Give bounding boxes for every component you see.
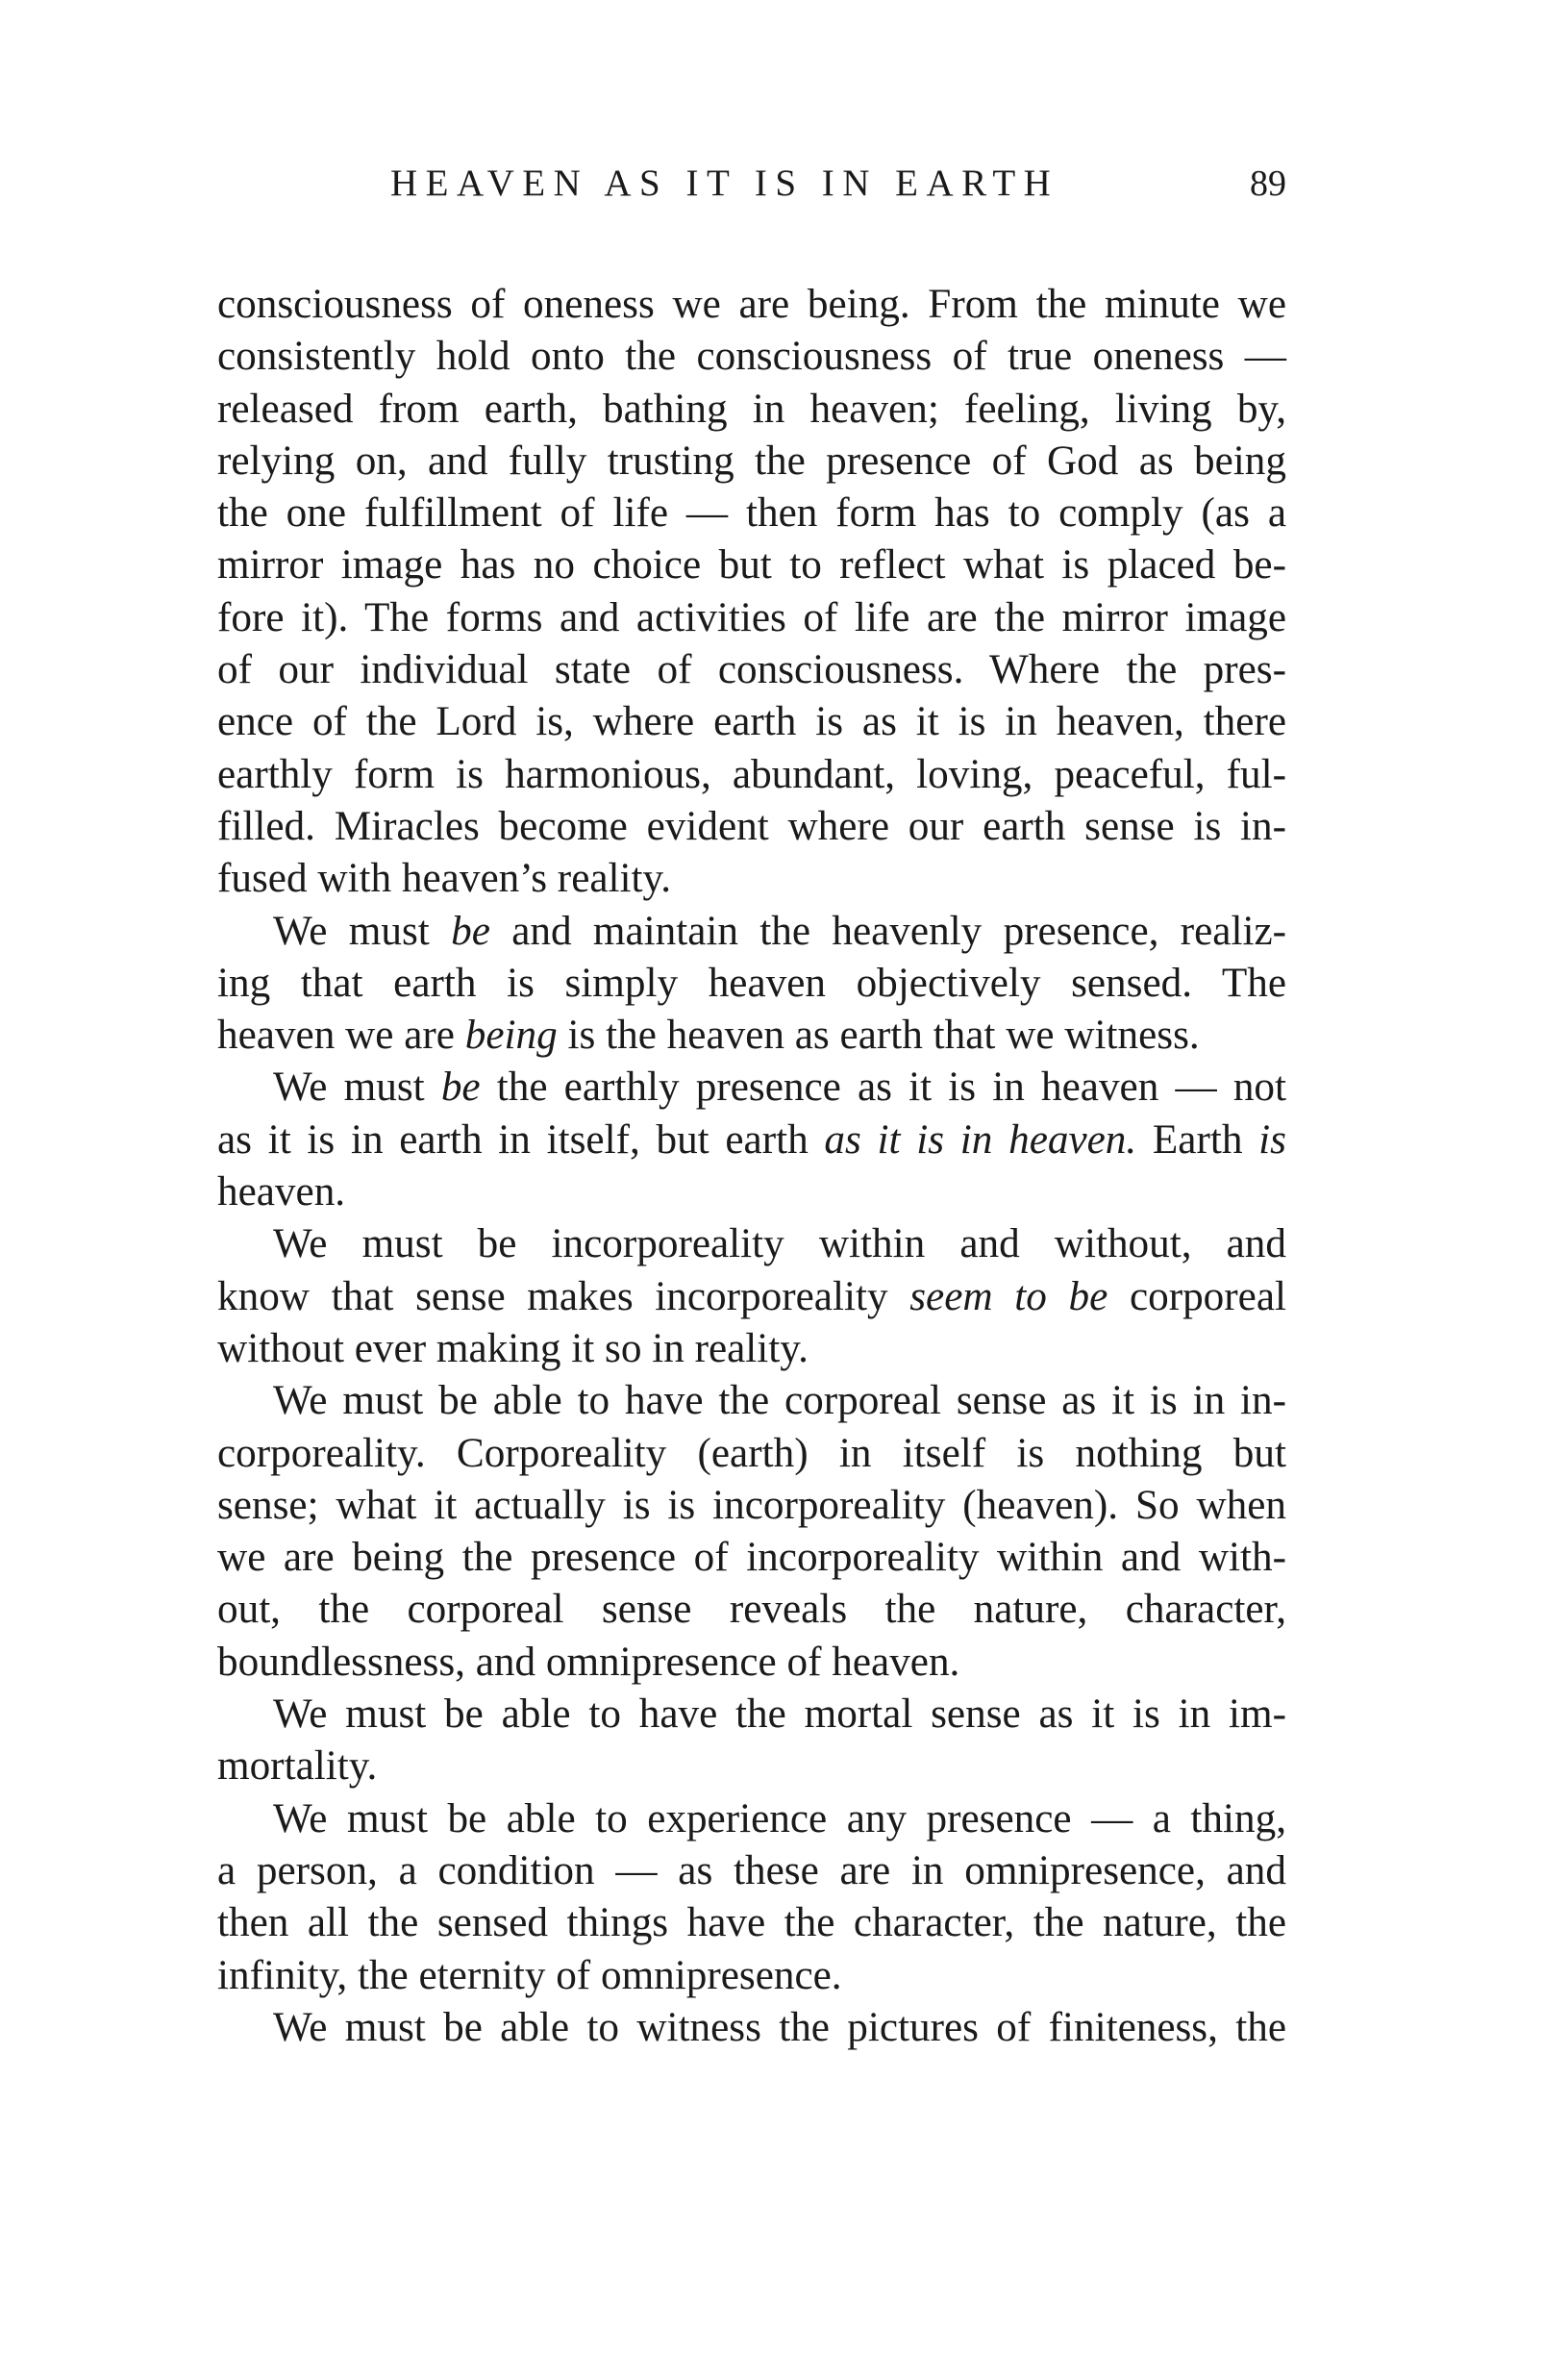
text-line bbox=[217, 1637, 1286, 1689]
line-text: fore it). The forms and activities of life are the mirror image bbox=[217, 594, 1286, 640]
text-line bbox=[217, 958, 1286, 1010]
page-number: 89 bbox=[1250, 163, 1286, 204]
line-text: is the heaven as earth that we witness. bbox=[557, 1013, 1200, 1059]
line-text: of our individual state of consciousness. Where the pres- bbox=[217, 647, 1286, 693]
italic-text: seem to be bbox=[909, 1273, 1108, 1319]
text-line bbox=[217, 1428, 1286, 1480]
line-text: the earthly presence as it is in heaven — not bbox=[480, 1065, 1287, 1111]
line-text: corporeality. Corporeality (earth) in itself is nothing but bbox=[217, 1430, 1286, 1476]
text-line bbox=[217, 1480, 1286, 1532]
text-line bbox=[217, 1375, 1286, 1427]
text-line bbox=[217, 1793, 1286, 1845]
italic-text: being bbox=[464, 1013, 558, 1059]
line-text: the one fulfillment of life — then form has to comply (as a bbox=[217, 490, 1286, 537]
line-text: ence of the Lord is, where earth is as it is in heaven, there bbox=[217, 699, 1286, 745]
text-line bbox=[217, 436, 1286, 488]
line-text: consistently hold onto the consciousness of true oneness — bbox=[217, 334, 1286, 380]
line-text: consciousness of oneness we are being. From the minute we bbox=[217, 282, 1286, 327]
line-text: corporeal bbox=[1107, 1273, 1286, 1319]
line-text: as it is in earth in itself, but earth bbox=[217, 1116, 825, 1163]
line-text: infinity, the eternity of omnipresence. bbox=[217, 1952, 842, 1998]
line-text: then all the sensed things have the character, the nature, the bbox=[217, 1900, 1286, 1946]
text-line bbox=[217, 1010, 1286, 1062]
line-text: sense; what it actually is is incorporeality (heaven). So when bbox=[217, 1482, 1286, 1528]
text-line bbox=[217, 279, 1286, 331]
text-line bbox=[217, 1532, 1286, 1584]
line-text: We must be incorporeality within and without, and bbox=[273, 1221, 1286, 1267]
text-line bbox=[217, 1166, 1286, 1218]
line-text: without ever making it so in reality. bbox=[217, 1325, 809, 1371]
text-line bbox=[217, 1218, 1286, 1270]
text-line bbox=[217, 1115, 1286, 1166]
line-text: ing that earth is simply heaven objectively sensed. The bbox=[217, 960, 1286, 1006]
line-text: We must bbox=[273, 908, 452, 954]
line-text: mortality. bbox=[217, 1743, 378, 1790]
text-line bbox=[217, 384, 1286, 436]
line-text: a person, a condition — as these are in omnipresence, and bbox=[217, 1847, 1286, 1893]
line-text: heaven. bbox=[217, 1169, 346, 1215]
running-head bbox=[217, 160, 1286, 208]
line-text: earthly form is harmonious, abundant, loving, peaceful, ful- bbox=[217, 751, 1286, 797]
text-line bbox=[217, 749, 1286, 801]
text-line bbox=[217, 592, 1286, 644]
text-line bbox=[217, 696, 1286, 748]
line-text: We must be able to have the corporeal sense as it is in in- bbox=[273, 1378, 1286, 1424]
text-line bbox=[217, 1271, 1286, 1323]
line-text: We must bbox=[273, 1065, 441, 1111]
line-text: relying on, and fully trusting the presence of God as being bbox=[217, 438, 1286, 484]
line-text: We must be able to have the mortal sense as it is in im- bbox=[273, 1691, 1286, 1738]
line-text: filled. Miracles become evident where our earth sense is in- bbox=[217, 803, 1286, 849]
line-text: released from earth, bathing in heaven; feeling, living by, bbox=[217, 386, 1286, 432]
italic-text: is bbox=[1258, 1116, 1286, 1163]
text-line bbox=[217, 1062, 1286, 1114]
line-text: out, the corporeal sense reveals the nature, character, bbox=[217, 1587, 1286, 1633]
text-line bbox=[217, 2002, 1286, 2054]
running-head-title: HEAVEN AS IT IS IN EARTH bbox=[390, 163, 1059, 204]
text-line bbox=[217, 1323, 1286, 1375]
line-text: boundlessness, and omnipresence of heaven. bbox=[217, 1639, 960, 1685]
text-line bbox=[217, 1845, 1286, 1897]
line-text: Earth bbox=[1136, 1116, 1259, 1163]
italic-text: be bbox=[440, 1065, 481, 1111]
line-text: fused with heaven’s reality. bbox=[217, 856, 672, 902]
body-text bbox=[217, 279, 1286, 2054]
line-text: heaven we are bbox=[217, 1013, 465, 1059]
italic-text: as it is in heaven. bbox=[824, 1116, 1137, 1163]
line-text: we are being the presence of incorporeality within and with- bbox=[217, 1535, 1286, 1581]
text-line bbox=[217, 488, 1286, 539]
text-line bbox=[217, 1689, 1286, 1741]
text-line bbox=[217, 1741, 1286, 1792]
italic-text: be bbox=[451, 908, 490, 954]
text-line bbox=[217, 1584, 1286, 1636]
text-line bbox=[217, 853, 1286, 905]
line-text: know that sense makes incorporeality bbox=[217, 1273, 910, 1319]
text-line bbox=[217, 906, 1286, 958]
text-line bbox=[217, 644, 1286, 696]
text-line bbox=[217, 1897, 1286, 1949]
line-text: We must be able to witness the pictures of finiteness, the bbox=[273, 2004, 1286, 2050]
line-text: and maintain the heavenly presence, realiz- bbox=[489, 908, 1286, 954]
text-line bbox=[217, 539, 1286, 591]
text-line bbox=[217, 331, 1286, 383]
text-line bbox=[217, 801, 1286, 853]
line-text: We must be able to experience any presence — a thing, bbox=[273, 1795, 1286, 1841]
text-line bbox=[217, 1950, 1286, 2002]
line-text: mirror image has no choice but to reflect what is placed be- bbox=[217, 542, 1286, 589]
